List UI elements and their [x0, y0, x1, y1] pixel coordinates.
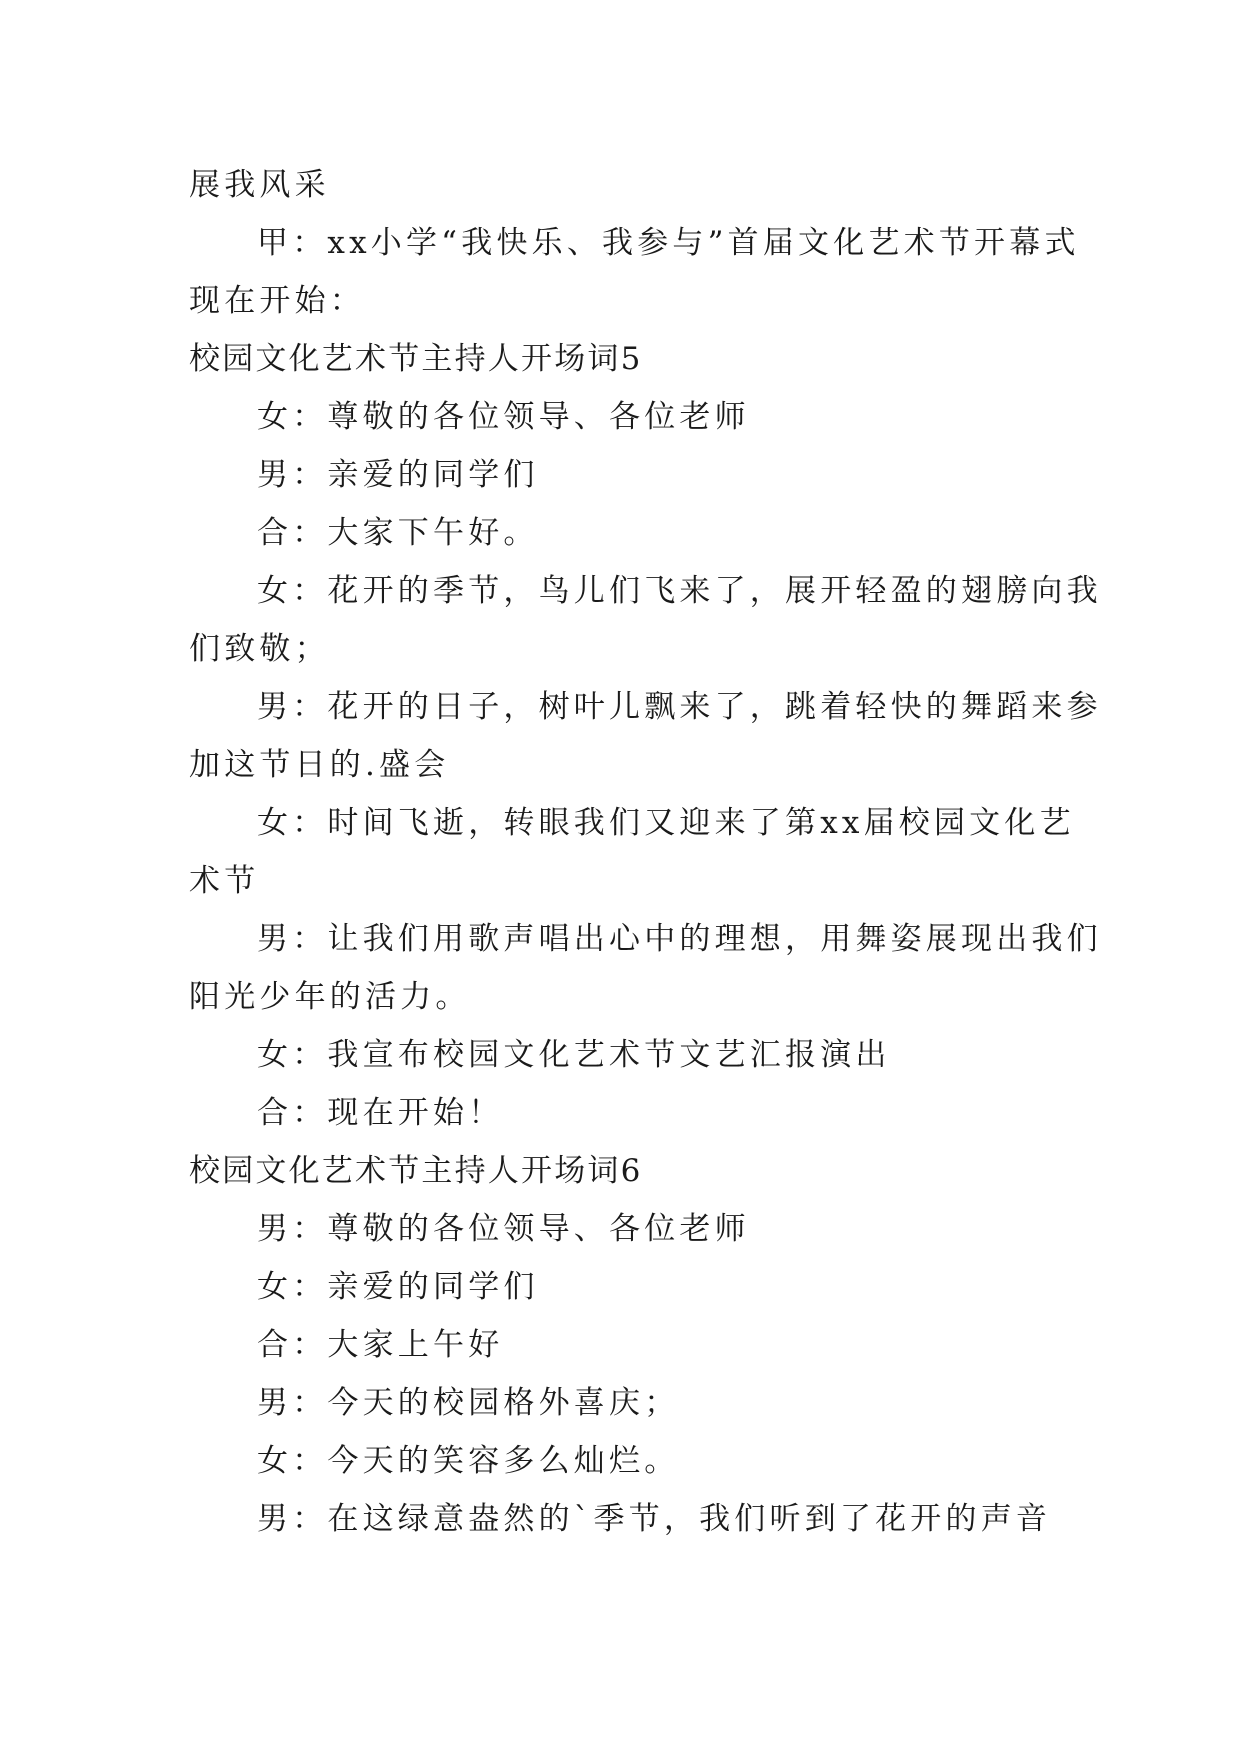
text-line: 合：现在开始！ — [257, 1095, 504, 1131]
text-line: 女：我宣布校园文化艺术节文艺汇报演出 — [257, 1037, 891, 1073]
text-line: 男：亲爱的同学们 — [257, 457, 539, 493]
text-line: 女：花开的季节，鸟儿们飞来了，展开轻盈的翅膀向我 — [257, 573, 1102, 609]
text-line: 男：让我们用歌声唱出心中的理想，用舞姿展现出我们 — [257, 921, 1102, 957]
text-line: 男：在这绿意盎然的`季节，我们听到了花开的声音 — [257, 1501, 1052, 1537]
text-line: 甲：xx小学“我快乐、我参与”首届文化艺术节开幕式 — [257, 225, 1080, 261]
section-heading: 校园文化艺术节主持人开场词6 — [189, 1153, 643, 1189]
text-line: 女：尊敬的各位领导、各位老师 — [257, 399, 750, 435]
text-line: 男：花开的日子，树叶儿飘来了，跳着轻快的舞蹈来参 — [257, 689, 1102, 725]
section-heading: 校园文化艺术节主持人开场词5 — [189, 341, 643, 377]
text-line: 加这节日的.盛会 — [189, 747, 450, 783]
text-line: 术节 — [189, 863, 260, 899]
text-line: 合：大家上午好 — [257, 1327, 504, 1363]
document-body — [189, 156, 1102, 1548]
text-line: 男：今天的校园格外喜庆； — [257, 1385, 680, 1421]
text-line: 们致敬； — [189, 631, 330, 667]
text-line: 女：亲爱的同学们 — [257, 1269, 539, 1305]
text-line: 合：大家下午好。 — [257, 515, 539, 551]
text-line: 阳光少年的活力。 — [189, 979, 471, 1015]
text-line: 男：尊敬的各位领导、各位老师 — [257, 1211, 750, 1247]
text-line: 现在开始： — [189, 283, 365, 319]
text-line: 女：时间飞逝，转眼我们又迎来了第xx届校园文化艺 — [257, 805, 1075, 841]
text-line: 展我风采 — [189, 167, 330, 203]
text-line: 女：今天的笑容多么灿烂。 — [257, 1443, 680, 1479]
